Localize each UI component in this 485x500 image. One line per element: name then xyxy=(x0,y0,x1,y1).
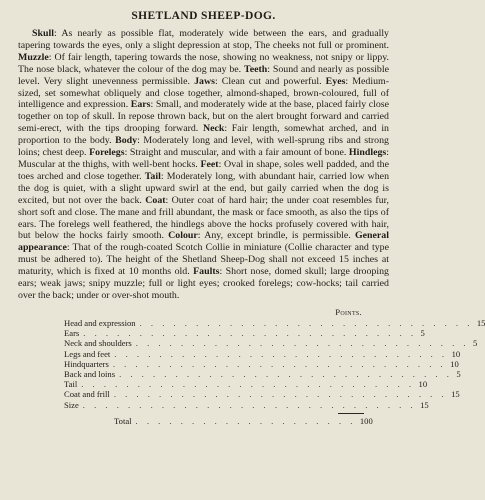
hindlegs-label: Hindlegs xyxy=(348,147,387,159)
points-row xyxy=(64,338,478,349)
leader-dots: . . . . . . . . . . . . . . . . . . . . xyxy=(135,415,356,426)
total-label: Total xyxy=(114,415,132,426)
points-value: 15 xyxy=(476,318,485,329)
skull-text: : As nearly as possible flat, moderately wide between the ears, and gradually tapering towards the eyes, only a slight depression at stop, The cheeks not full or prominent. xyxy=(18,28,389,51)
points-value: 5 xyxy=(420,328,425,339)
points-row xyxy=(64,358,459,369)
skull-label: Skull xyxy=(32,28,54,39)
muzzle-text: : Of fair length, tapering towards the nose, showing no weakness, not snipy or lippy. The nose black, whatever the colour of the dog may be. xyxy=(18,51,389,75)
leader-dots: . . . . . . . . . . . . . . . . . . . . . . . . . . . . . . xyxy=(82,399,417,410)
points-row xyxy=(64,379,428,390)
points-total-row xyxy=(114,415,373,426)
points-table xyxy=(64,306,485,426)
hindlegs-text: : Muscular at the thighs, with well-bent hocks. xyxy=(18,147,389,170)
points-row xyxy=(64,328,425,339)
points-label: Back and loins xyxy=(64,369,116,380)
points-label: Neck and shoulders xyxy=(64,338,132,349)
points-row xyxy=(64,399,429,410)
ears-label: Ears xyxy=(130,99,151,111)
forelegs-label: Forelegs xyxy=(89,147,125,159)
page-title: SHETLAND SHEEP-DOG. xyxy=(131,10,276,22)
body-text: : Moderately long and level, with well-sprung ribs and strong loins; chest deep. xyxy=(18,135,389,159)
points-row xyxy=(64,348,461,359)
points-label: Size xyxy=(64,399,79,410)
colour-text: : Any, except brindle, is permissible. xyxy=(197,230,355,242)
total-rule xyxy=(338,413,364,414)
muzzle-label: Muzzle xyxy=(18,51,49,63)
faults-text: : Short nose, domed skull; large drooping ears; weak jaws; snipy muzzle; full or light eyes; crooked forelegs; cow-hocks; tail carried over the back; under or over-shot mouth. xyxy=(18,266,389,301)
general-appearance-text: : That of the rough-coated Scotch Collie in miniature (Collie character and type must be adhered to). The height of the Shetland Sheep-Dog shall not exceed 15 inches at maturity, which is fixed at 10 months old. xyxy=(18,242,389,278)
leader-dots: . . . . . . . . . . . . . . . . . . . . . . . . . . . . . . xyxy=(119,369,453,380)
points-row xyxy=(64,318,485,329)
tail-label: Tail xyxy=(144,170,161,182)
points-value: 10 xyxy=(451,348,461,359)
neck-text: : Fair length, somewhat arched, and in proportion to the body. xyxy=(18,123,389,147)
points-value: 5 xyxy=(473,338,478,349)
body-label: Body xyxy=(115,135,138,147)
ears-text: : Small, and moderately wide at the base, placed fairly close together on top of skull. In repose thrown back, but on the alert brought forward and carried semi-erect, with the tips drooping forward. xyxy=(18,99,389,135)
leader-dots: . . . . . . . . . . . . . . . . . . . . . . . . . . . . . . xyxy=(135,338,470,349)
points-label: Coat and frill xyxy=(64,389,110,400)
points-label: Ears xyxy=(64,328,80,339)
feet-text: : Oval in shape, soles well padded, and the toes arched and close together. xyxy=(18,158,389,182)
coat-text: : Outer coat of hard hair; the under coat resembles fur, short soft and close. The mane and frill abundant, the mask or face smooth, as also the tips of ears. The forelegs well feathered, the hindlegs above the hocks profusely covered with hair, but below the hocks fairly smooth. xyxy=(18,194,389,242)
points-value: 5 xyxy=(456,369,461,380)
teeth-text: : Sound and nearly as possible level. Very slight unevenness permissible. xyxy=(18,63,389,87)
leader-dots: . . . . . . . . . . . . . . . . . . . . . . . . . . . . . . xyxy=(112,358,447,369)
leader-dots: . . . . . . . . . . . . . . . . . . . . . . . . . . . . . . xyxy=(139,318,473,329)
points-value: 15 xyxy=(420,399,429,410)
points-row xyxy=(64,389,460,400)
teeth-label: Teeth xyxy=(244,63,268,75)
points-label: Legs and feet xyxy=(64,348,111,359)
neck-label: Neck xyxy=(202,123,225,135)
points-label: Tail xyxy=(64,379,78,390)
points-label: Head and expression xyxy=(64,318,136,329)
leader-dots: . . . . . . . . . . . . . . . . . . . . . . . . . . . . . . xyxy=(114,348,448,359)
jaws-text: : Clean cut and powerful. xyxy=(214,75,326,87)
faults-label: Faults xyxy=(193,266,220,278)
description-paragraph xyxy=(18,28,389,302)
general-appearance-label: General appearance xyxy=(18,230,389,254)
total-value: 100 xyxy=(359,415,373,426)
jaws-label: Jaws xyxy=(194,75,215,87)
points-value: 10 xyxy=(418,379,428,390)
tail-text: : Moderately long, with abundant hair, carried low when the dog is quiet, with a slight upward swirl at the end, but gaily carried when the dog is excited, but not over the back. xyxy=(18,170,390,206)
standard-description xyxy=(18,28,389,302)
points-value: 10 xyxy=(450,358,459,369)
leader-dots: . . . . . . . . . . . . . . . . . . . . . . . . . . . . . . xyxy=(81,379,415,390)
points-label: Hindquarters xyxy=(64,358,109,369)
forelegs-text: : Straight and muscular, and with a fair amount of bone. xyxy=(124,147,349,159)
points-header: Points. xyxy=(335,306,362,317)
eyes-text: : Medium-sized, set somewhat obliquely and close together, almond-shaped, brown-coloured, full of intelligence and expression. xyxy=(18,75,390,111)
eyes-label: Eyes xyxy=(325,75,346,87)
leader-dots: . . . . . . . . . . . . . . . . . . . . . . . . . . . . . . xyxy=(113,389,448,400)
coat-label: Coat xyxy=(145,194,166,206)
feet-label: Feet xyxy=(200,158,219,170)
colour-label: Colour xyxy=(168,230,198,242)
points-value: 15 xyxy=(451,389,460,400)
points-row xyxy=(64,369,461,380)
leader-dots: . . . . . . . . . . . . . . . . . . . . . . . . . . . . . . xyxy=(83,328,417,339)
